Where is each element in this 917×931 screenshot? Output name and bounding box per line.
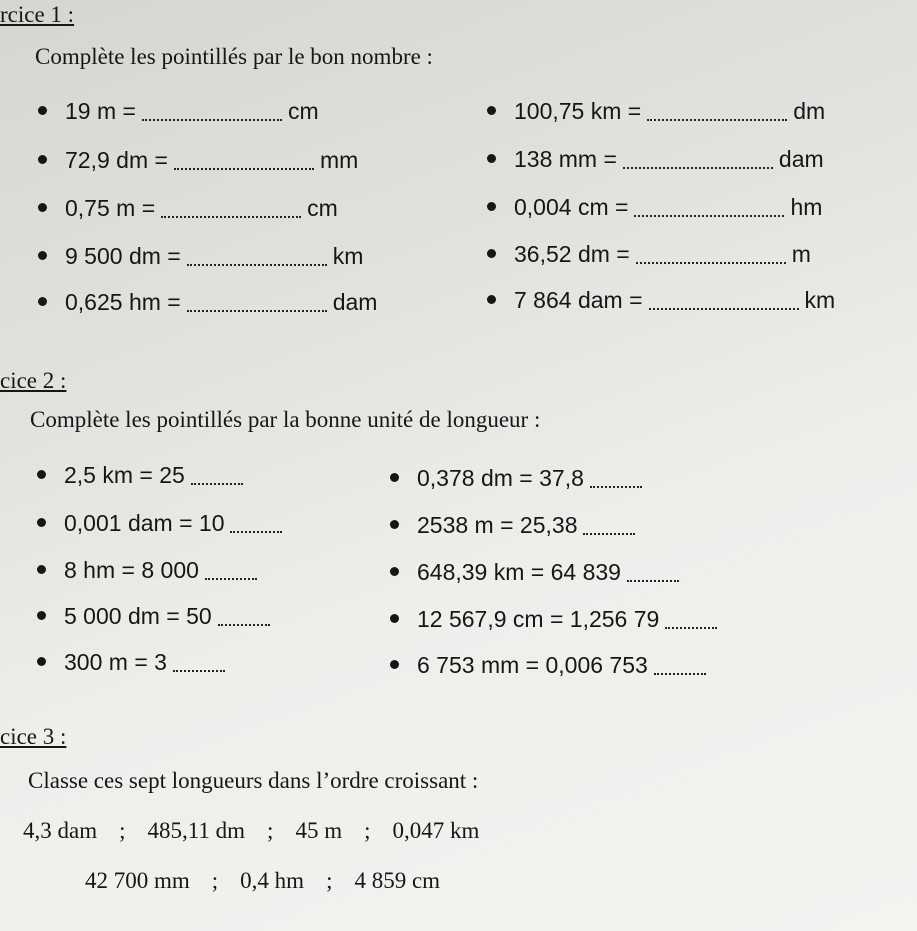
length-value: 4,3 dam: [23, 818, 98, 843]
bullet-icon: [37, 518, 46, 527]
bullet-icon: [390, 567, 399, 576]
ex2-item-6: 648,39 km = 64 839: [390, 559, 685, 586]
answer-blank[interactable]: [142, 118, 282, 121]
ex1-item-5: 0,75 m = cm: [38, 195, 338, 222]
answer-blank[interactable]: [647, 118, 787, 121]
answer-blank[interactable]: [627, 579, 679, 582]
bullet-icon: [38, 155, 47, 164]
answer-blank[interactable]: [230, 530, 282, 533]
separator: ;: [364, 818, 371, 843]
separator: ;: [211, 868, 219, 893]
exercise-1-heading: rcice 1 :: [0, 2, 75, 27]
length-value: 4 859 cm: [354, 868, 441, 893]
bullet-icon: [390, 473, 399, 482]
ex1-item-4: 138 mm = dam: [487, 146, 824, 173]
length-value: 45 m: [295, 818, 343, 843]
ex1-item-3: 72,9 dm = mm: [38, 147, 358, 174]
bullet-icon: [390, 614, 399, 623]
ex2-item-5: 8 hm = 8 000: [37, 557, 263, 584]
bullet-icon: [390, 520, 399, 529]
bullet-icon: [487, 154, 496, 163]
exercise-2-instruction: Complète les pointillés par la bonne unité de longueur :: [30, 407, 541, 432]
ex2-item-10: 6 753 mm = 0,006 753: [390, 652, 712, 679]
bullet-icon: [37, 470, 46, 479]
bullet-icon: [487, 106, 496, 115]
answer-blank[interactable]: [654, 672, 706, 675]
bullet-icon: [37, 611, 46, 620]
ex2-item-9: 300 m = 3: [37, 649, 231, 676]
answer-blank[interactable]: [623, 166, 773, 169]
bullet-icon: [487, 202, 496, 211]
lengths-row-2: [85, 868, 440, 894]
lengths-row-1: [23, 818, 479, 844]
answer-blank[interactable]: [191, 482, 243, 485]
answer-blank[interactable]: [636, 261, 786, 264]
ex1-item-2: 100,75 km = dm: [487, 98, 825, 125]
exercise-3-instruction: Classe ces sept longueurs dans l’ordre croissant :: [28, 768, 479, 793]
answer-blank[interactable]: [218, 623, 270, 626]
ex1-item-1: 19 m = cm: [38, 98, 319, 125]
bullet-icon: [487, 249, 496, 258]
answer-blank[interactable]: [634, 214, 784, 217]
ex2-item-1: 2,5 km = 25: [37, 462, 249, 489]
bullet-icon: [38, 106, 47, 115]
ex1-item-9: 0,625 hm = dam: [38, 289, 377, 316]
bullet-icon: [38, 203, 47, 212]
ex1-item-8: 36,52 dm = m: [487, 241, 811, 268]
ex2-item-4: 2538 m = 25,38: [390, 512, 641, 539]
bullet-icon: [390, 660, 399, 669]
bullet-icon: [487, 295, 496, 304]
exercise-3-heading: cice 3 :: [0, 724, 67, 749]
answer-blank[interactable]: [583, 532, 635, 535]
ex2-item-2: 0,378 dm = 37,8: [390, 465, 648, 492]
bullet-icon: [37, 657, 46, 666]
answer-blank[interactable]: [173, 669, 225, 672]
separator: ;: [267, 818, 274, 843]
ex1-item-7: 9 500 dm = km: [38, 243, 363, 270]
bullet-icon: [37, 565, 46, 574]
answer-blank[interactable]: [174, 167, 314, 170]
length-value: 0,4 hm: [240, 868, 305, 893]
answer-blank[interactable]: [205, 577, 257, 580]
exercise-2-heading: cice 2 :: [0, 368, 67, 393]
length-value: 485,11 dm: [147, 818, 246, 843]
answer-blank[interactable]: [590, 485, 642, 488]
bullet-icon: [38, 297, 47, 306]
length-value: 0,047 km: [392, 818, 480, 843]
bullet-icon: [38, 251, 47, 260]
separator: ;: [326, 868, 333, 893]
answer-blank[interactable]: [665, 626, 717, 629]
answer-blank[interactable]: [161, 215, 301, 218]
ex1-item-10: 7 864 dam = km: [487, 287, 835, 314]
ex1-item-6: 0,004 cm = hm: [487, 194, 822, 221]
ex2-item-3: 0,001 dam = 10: [37, 510, 288, 537]
ex2-item-7: 5 000 dm = 50: [37, 603, 276, 630]
answer-blank[interactable]: [187, 263, 327, 266]
answer-blank[interactable]: [187, 309, 327, 312]
answer-blank[interactable]: [649, 307, 799, 310]
separator: ;: [119, 818, 126, 843]
length-value: 42 700 mm: [85, 868, 190, 893]
exercise-1-instruction: Complète les pointillés par le bon nombre :: [35, 44, 433, 69]
ex2-item-8: 12 567,9 cm = 1,256 79: [390, 606, 723, 633]
